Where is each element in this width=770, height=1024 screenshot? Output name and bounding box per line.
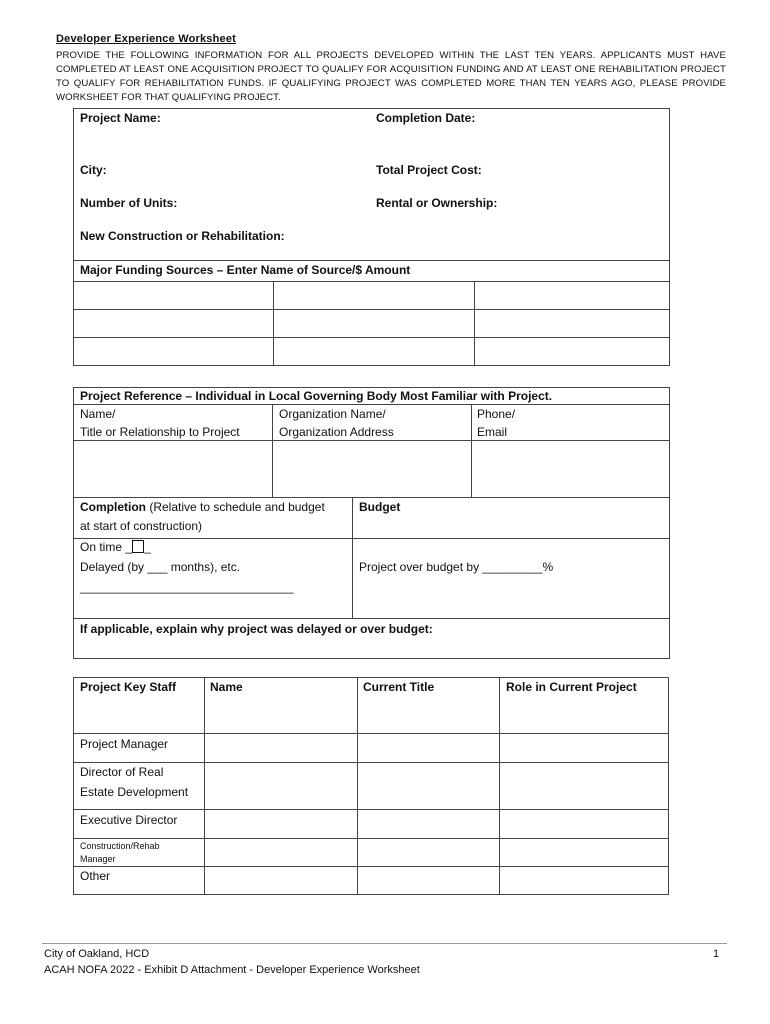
footer-document-name: ACAH NOFA 2022 - Exhibit D Attachment - Developer Experience Worksheet [44,964,420,976]
footer-divider [42,943,727,944]
completion-col-border [352,497,353,618]
staff-header-role: Role in Current Project [506,680,637,694]
funding-cell[interactable] [274,282,474,309]
construction-type-label: New Construction or Rehabilitation: [80,229,285,243]
completion-label-line2: at start of construction) [80,519,203,533]
rental-ownership-label: Rental or Ownership: [376,196,498,210]
reference-col-border [272,404,273,497]
reference-title-header: Title or Relationship to Project [80,425,240,439]
staff-row-project-manager: Project Manager [80,737,169,751]
completion-date-label: Completion Date: [376,111,476,125]
staff-col-border [204,677,205,895]
document-title: Developer Experience Worksheet [56,33,237,45]
funding-cell[interactable] [475,282,669,309]
page-number: 1 [713,948,720,960]
staff-row-construction-line1: Construction/Rehab [80,841,160,851]
on-time-option: On time _ _ [80,540,151,554]
staff-row-border [73,866,669,867]
number-of-units-label: Number of Units: [80,196,178,210]
staff-row-director-line1: Director of Real [80,765,164,779]
reference-org-address-header: Organization Address [279,425,394,439]
reference-header-border [73,404,670,405]
staff-header-name: Name [210,680,243,694]
staff-row-border [73,762,669,763]
reference-subheader-border [73,440,670,441]
delay-explanation-blank[interactable]: ________________________________ [80,580,294,594]
reference-org-name-header: Organization Name/ [279,407,386,421]
staff-row-border [73,733,669,734]
project-name-label: Project Name: [80,111,161,125]
staff-col-border [499,677,500,895]
reference-col-border [471,404,472,497]
staff-row-executive-director: Executive Director [80,813,178,827]
staff-row-construction-line2: Manager [80,854,116,864]
completion-label: Completion (Relative to schedule and budget [80,500,325,514]
funding-row-border [73,337,670,338]
completion-body-border [73,618,670,619]
total-project-cost-label: Total Project Cost: [376,163,482,177]
delayed-option: Delayed (by ___ months), etc. [80,560,241,574]
reference-email-header: Email [477,425,508,439]
staff-row-border [73,809,669,810]
completion-header-border [73,538,670,539]
staff-col-border [357,677,358,895]
reference-name-header: Name/ [80,407,116,421]
on-time-checkbox[interactable] [132,540,144,553]
staff-row-director-line2: Estate Development [80,785,189,799]
staff-header-current-title: Current Title [363,680,435,694]
funding-sources-header: Major Funding Sources – Enter Name of Source/$ Amount [80,263,411,277]
reference-body-border [73,497,670,498]
project-reference-header: Project Reference – Individual in Local Governing Body Most Familiar with Project. [80,389,553,403]
funding-row-border [73,309,670,310]
over-budget-field[interactable]: Project over budget by _________% [359,560,554,574]
funding-cell[interactable] [74,282,273,309]
funding-top-border [73,260,670,261]
staff-row-border [73,838,669,839]
staff-header-key-staff: Project Key Staff [80,680,177,694]
delay-explanation-label: If applicable, explain why project was delayed or over budget: [80,622,433,636]
budget-label: Budget [359,500,401,514]
staff-row-other: Other [80,869,111,883]
city-label: City: [80,163,107,177]
intro-paragraph: PROVIDE THE FOLLOWING INFORMATION FOR ALL PROJECTS DEVELOPED WITHIN THE LAST TEN YEARS. APPLICANTS MUST HAVE COMPLETED AT LEAST ONE ACQUISITION PROJECT TO QUALIFY FOR ACQUISITION FUNDING AND AT LEAST ONE REHABILITATION PROJECT TO QUALIFY FOR REHABILITATION FUNDS. IF QUALIFYING PROJECT WAS COMPLETED MORE THAN TEN YEARS AGO, PLEASE PROVIDE WORKSHEET FOR THAT QUALIFYING PROJECT. [56,50,726,103]
reference-phone-header: Phone/ [477,407,516,421]
footer-org: City of Oakland, HCD [44,948,150,960]
